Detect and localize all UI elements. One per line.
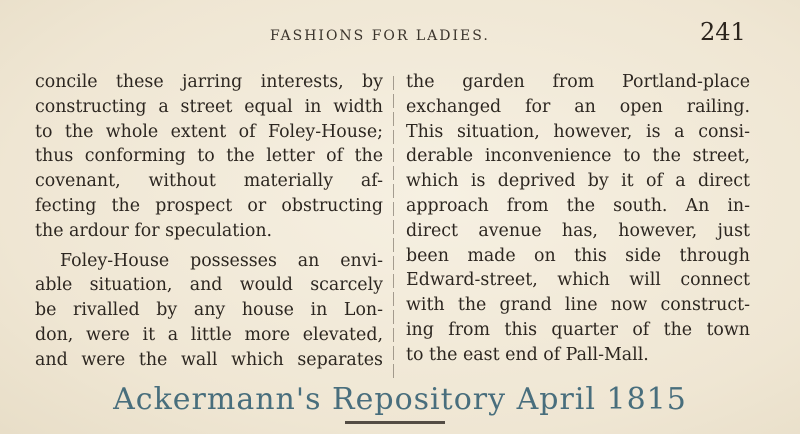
left-column (35, 70, 383, 373)
text-line: approach from the south. An in- (406, 195, 750, 216)
text-line: covenant, without materially af- (35, 171, 383, 192)
paragraph-continued (406, 70, 750, 368)
text-line: don, were it a little more elevated, (35, 324, 383, 345)
running-title: FASHIONS FOR LADIES. (270, 28, 490, 44)
text-line: the ardour for speculation. (35, 220, 273, 241)
right-column (406, 70, 750, 368)
paragraph-foley-house (35, 249, 383, 373)
text-line: be rivalled by any house in Lon- (35, 300, 383, 321)
text-line: fecting the prospect or obstructing (35, 195, 383, 216)
text-line: ing from this quarter of the town (406, 319, 750, 340)
text-line: concile these jarring interests, by (35, 72, 383, 92)
text-line: This situation, however, is a consi- (406, 121, 750, 142)
text-line: which is deprived by it of a direct (406, 171, 750, 192)
text-line: the garden from Portland-place (406, 72, 750, 92)
ornament-rule (345, 421, 445, 424)
text-line: constructing a street equal in width (35, 96, 383, 117)
text-line: and were the wall which separates (35, 349, 383, 370)
watermark-caption: Ackermann's Repository April 1815 (113, 382, 687, 417)
text-line: to the whole extent of Foley-House; (35, 121, 383, 142)
page-number: 241 (700, 18, 746, 46)
text-line: able situation, and would scarcely (35, 275, 383, 296)
text-line: direct avenue has, however, just (406, 220, 750, 241)
text-line: derable inconvenience to the street, (406, 146, 750, 167)
column-divider (393, 76, 394, 381)
text-line: Foley-House possesses an envi- (60, 250, 383, 271)
text-line: been made on this side through (406, 245, 750, 266)
text-line: to the east end of Pall-Mall. (406, 344, 649, 365)
paragraph-continuation (35, 70, 383, 244)
text-line: thus conforming to the letter of the (35, 146, 383, 167)
text-line: with the grand line now construct- (406, 295, 750, 316)
text-line: Edward-street, which will connect (406, 270, 750, 291)
text-line: exchanged for an open railing. (406, 96, 750, 117)
